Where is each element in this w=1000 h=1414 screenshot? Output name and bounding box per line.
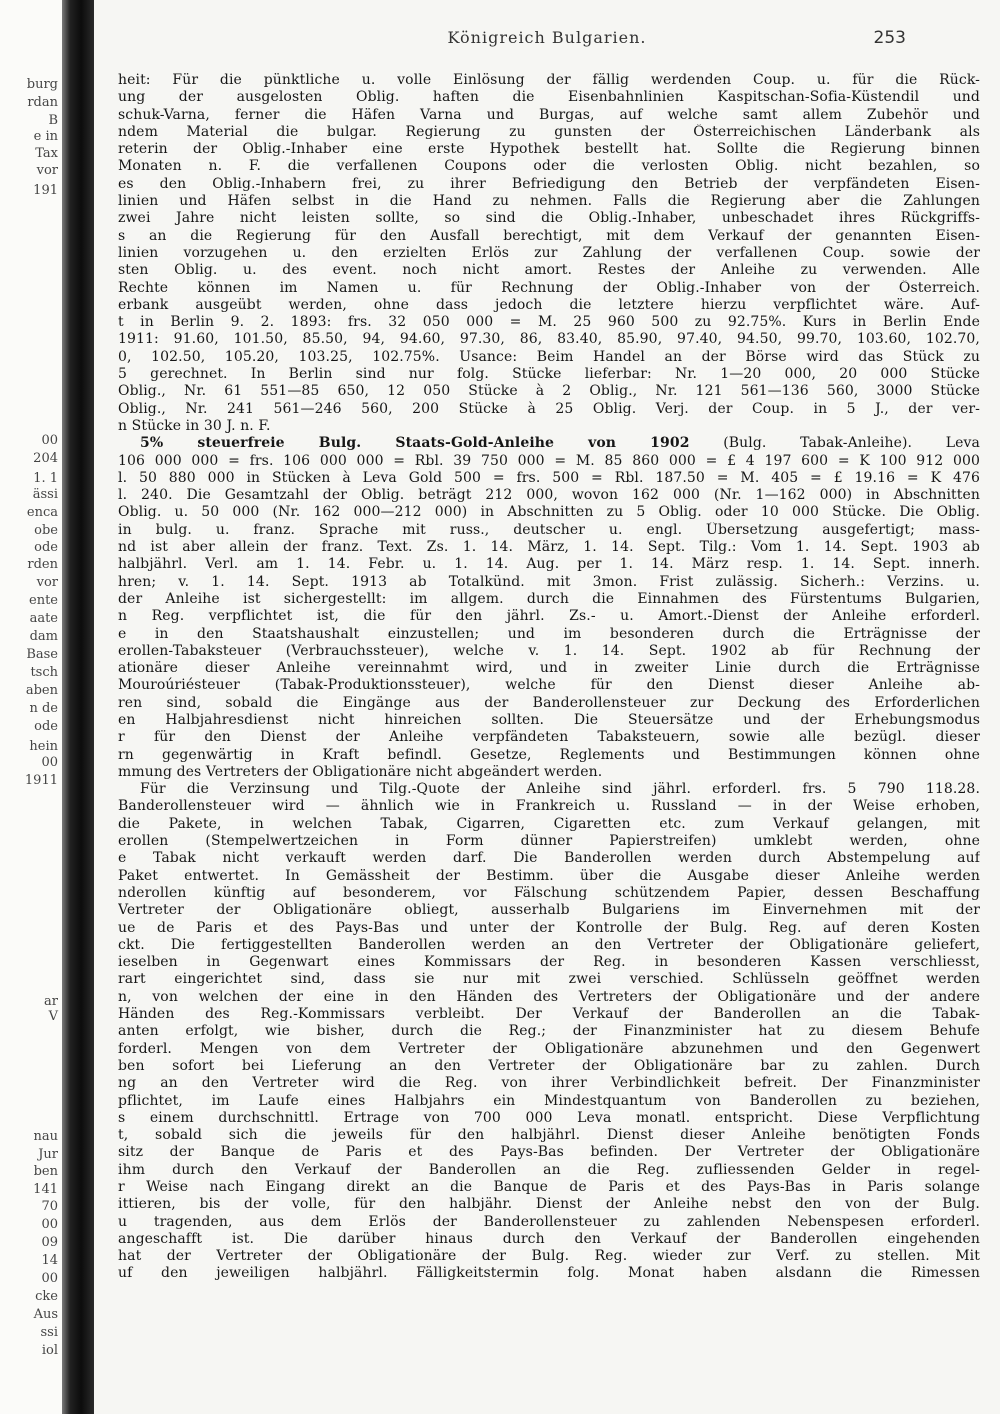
previous-page-fragment: 00 — [41, 755, 58, 770]
text-line: e Tabak nicht verkauft werden darf. Die Banderollen werden durch Abstempelung auf — [118, 850, 980, 867]
text-line: Oblig., Nr. 241 561—246 560, 200 Stücke à 25 Oblig. Verj. der Coup. in 5 J., der ver- — [118, 400, 980, 417]
previous-page-fragment: 00 — [41, 1271, 58, 1286]
text-line: die Pakete, in welchen Tabak, Cigarren, Cigaretten etc. zum Verkauf gelangen, mit — [118, 815, 980, 832]
previous-page-fragment: Jur — [38, 1147, 58, 1162]
text-line: erollen (Stempelwertzeichen in Form dünner Papierstreifen) umklebt werden, ohne — [118, 833, 980, 850]
text-line: ckt. Die fertiggestellten Banderollen werden an den Vertreter der Obligationäre geliefert, — [118, 936, 980, 953]
text-line: Händen des Reg.-Kommissars verbleibt. Der Verkauf der Banderollen an die Tabak- — [118, 1006, 980, 1023]
text-line: angeschafft ist. Die darüber hinaus durch den Verkauf der Banderollen eingehenden — [118, 1230, 980, 1247]
text-line: hren; v. 1. 14. Sept. 1913 ab Totalkünd. mit 3mon. Frist zulässig. Sicherh.: Verzins. u. — [118, 573, 980, 590]
previous-page-fragment: Base — [26, 647, 58, 662]
previous-page-fragment: ode — [34, 719, 58, 734]
text-line: zwei Jahre nicht leisten sollte, so sind die Oblig.-Inhaber, unbeschadet ihres Rückgriffs- — [118, 210, 980, 227]
text-line: 0, 102.50, 105.20, 103.25, 102.75%. Usance: Beim Handel an der Börse wird das Stück zu — [118, 348, 980, 365]
previous-page-fragment: enca — [26, 505, 58, 520]
text-line: Monaten n. F. die verfallenen Coupons oder die verlosten Oblig. nicht bezahlen, so — [118, 158, 980, 175]
previous-page-fragment: 141 — [33, 1182, 58, 1197]
previous-page-fragment: e in — [33, 129, 58, 144]
text-line: rart eingerichtet sind, dass sie nur mit zwei verschied. Schlüsseln geöffnet werden — [118, 971, 980, 988]
text-line: sten Oblig. u. des event. noch nicht amort. Restes der Anleihe zu verwenden. Alle — [118, 262, 980, 279]
text-line: heit: Für die pünktliche u. volle Einlösung der fällig werdenden Coup. u. für die Rück- — [118, 72, 980, 88]
text-line: anten erfolgt, wie bisher, durch die Reg.; der Finanzminister hat zu diesem Behufe — [118, 1023, 980, 1040]
text-line: Vertreter der Obligationäre obliegt, ausserhalb Bulgariens im Einvernehmen mit der — [118, 902, 980, 919]
text-line: r Weise nach Eingang direkt an die Banque de Paris et des Pays-Bas in Paris solange — [118, 1179, 980, 1195]
previous-page-fragment: 204 — [33, 451, 58, 466]
text-line: ng an den Vertreter wird die Reg. von ihrer Verbindlichkeit befreit. Der Finanzminister — [118, 1075, 980, 1092]
text-line: hat der Vertreter der Obligationäre der Bulg. Reg. wieder zur Verf. zu stellen. Mit — [118, 1248, 980, 1265]
previous-page-fragment: ssi — [40, 1325, 58, 1340]
previous-page-fragment: ben — [33, 1164, 58, 1179]
text-line: erbank ausgeübt werden, ohne dass jedoch die letztere hierzu verpflichtet wäre. Auf- — [118, 296, 980, 313]
previous-page-fragment: 00 — [41, 433, 58, 448]
text-line: s einem durchschnittl. Ertrage von 700 000 Leva monatl. entspricht. Diese Verpflichtung — [118, 1109, 980, 1126]
previous-page-fragment: ente — [29, 593, 58, 608]
scanned-page — [94, 0, 1000, 1414]
text-line: 106 000 000 = frs. 106 000 000 = Rbl. 39 750 000 = M. 85 860 000 = £ 4 197 600 = K 100 912 000 — [118, 452, 980, 469]
previous-page-fragment: 70 — [41, 1199, 58, 1214]
previous-page-fragment: 191 — [33, 183, 58, 198]
text-line: Mouroúriésteuer (Tabak-Produktionssteuer), welche für den Dienst dieser Anleihe ab- — [118, 677, 980, 694]
previous-page-fragment: dam — [29, 629, 58, 644]
text-line: ue de Paris et des Pays-Bas und unter der Kontrolle der Bulg. Reg. auf deren Kosten — [118, 919, 980, 936]
text-line: ung der ausgelosten Oblig. haften die Eisenbahnlinien Kaspitschan-Sofia-Küstendil und — [118, 89, 980, 106]
previous-page-fragment: ode — [34, 540, 58, 555]
previous-page-fragment: vor — [36, 575, 58, 590]
text-line: n Stücke in 30 J. n. F. — [118, 417, 271, 434]
text-line: forderl. Mengen von dem Vertreter der Obligationäre abzunehmen und den Gegenwert — [118, 1040, 980, 1057]
page-header — [94, 28, 1000, 52]
text-line: rn gegenwärtig in Kraft befindl. Gesetze, Reglements und Bestimmungen können ohne — [118, 746, 980, 763]
previous-page-fragment: 1911 — [24, 773, 58, 788]
text-line: linien vorzugehen u. den erzielten Erlös zur Zahlung der verfallenen Coup. sowie der — [118, 244, 980, 261]
text-line: n, von welchen der eine in den Händen des Vertreters der Obligationäre und der andere — [118, 988, 980, 1005]
text-line: erollen-Tabaksteuer (Verbrauchssteuer), welche v. 1. 14. Sept. 1902 ab für Rechnung der — [118, 642, 980, 659]
previous-page-fragment: V — [48, 1009, 58, 1024]
text-line: ationäre dieser Anleihe vereinnahmt wird, und in zweiter Linie durch die Erträgnisse — [118, 660, 980, 677]
text-line: 1911: 91.60, 101.50, 85.50, 94, 94.60, 97.30, 86, 83.40, 85.90, 97.40, 94.50, 99.70, 103.60, 102.70, — [118, 331, 980, 348]
text-line: Oblig. u. 50 000 (Nr. 162 000—212 000) in Abschnitten zu 5 Oblig. oder 10 000 Stücke. Die Oblig. — [118, 504, 980, 521]
previous-page-fragment: n de — [29, 701, 58, 716]
text-line: 5 gerechnet. In Berlin sind nur folg. Stücke lieferbar: Nr. 1—20 000, 20 000 Stücke — [118, 366, 980, 383]
previous-page-fragment: rdan — [27, 95, 58, 110]
previous-page-fragment: aben — [25, 683, 58, 698]
text-line: ihm durch den Verkauf der Banderollen an die Reg. zufliessenden Gelder in regel- — [118, 1161, 980, 1178]
text-line: nd ist aber allein der franz. Text. Zs. 1. 14. März, 1. 14. Sept. Tilg.: Vom 1. 14. Sept. 1903 ab — [118, 539, 980, 556]
text-line: der Anleihe ist sichergestellt: im allgem. durch die Einnahmen des Fürstentums Bulgarien, — [118, 590, 980, 607]
previous-page-fragment: 00 — [41, 1217, 58, 1232]
previous-page-fragment: 1. 1 — [33, 471, 58, 486]
previous-page-fragment: vor — [36, 163, 58, 178]
text-line: pflichtet, im Laufe eines Halbjahrs ein Mindestquantum von Banderollen zu beziehen, — [118, 1092, 980, 1109]
text-line: ittieren, bis der volle, für den halbjähr. Dienst der Anleihe nebst den von der Bulg. — [118, 1196, 980, 1213]
text-line: ndem Material die bulgar. Regierung zu gunsten der Österreichischen Länderbank als — [118, 123, 980, 140]
section-title-rest: (Bulg. Tabak-Anleihe). Leva — [689, 435, 980, 452]
previous-page-fragment: aate — [29, 611, 58, 626]
text-line: t, sobald sich die jeweils für den halbjährl. Dienst dieser Anleihe benötigten Fonds — [118, 1127, 980, 1144]
text-line: u tragenden, aus dem Erlös der Banderollensteuer zu zahlenden Nebenspesen erforderl. — [118, 1213, 980, 1230]
previous-page-fragment: 09 — [41, 1235, 58, 1250]
text-line: reterin der Oblig.-Inhaber eine erste Hypothek bestellt hat. Sollte die Regierung binnen — [118, 141, 980, 158]
text-line: r für den Dienst der Anleihe verpfändeten Tabaksteuern, sowie alle bezügl. dieser — [118, 729, 980, 746]
book-gutter — [62, 0, 94, 1414]
previous-page-fragment: obe — [34, 523, 58, 538]
text-line: Oblig., Nr. 61 551—85 650, 12 050 Stücke à 2 Oblig., Nr. 121 561—136 560, 3000 Stücke — [118, 383, 980, 400]
text-line: es den Oblig.-Inhabern frei, zu ihrer Befriedigung den Betrieb der verpfändeten Eisen- — [118, 175, 980, 192]
text-line: uf den jeweiligen halbjährl. Fälligkeitstermin folg. Monat haben alsdann die Rimessen — [118, 1265, 980, 1282]
previous-page-fragment: cke — [35, 1289, 58, 1304]
previous-page-fragment: ässi — [32, 487, 58, 502]
text-line: e in den Staatshaushalt einzustellen; und im besonderen durch die Erträgnisse der — [118, 625, 980, 642]
text-line: ieselben in Gegenwart eines Kommissars der Reg. in besonderen Kassen verschliesst, — [118, 954, 980, 971]
previous-page-fragment: Aus — [33, 1307, 58, 1322]
previous-page-fragment: iol — [41, 1343, 58, 1358]
text-line: l. 50 880 000 in Stücken à Leva Gold 500 = frs. 500 = Rbl. 187.50 = M. 405 = £ 19.16 = K 476 — [118, 469, 980, 486]
previous-page-fragment: Tax — [35, 146, 58, 161]
text-line: ben sofort bei Lieferung an den Vertreter der Obligationäre bar zu zahlen. Durch — [118, 1057, 980, 1074]
text-line: Paket entwertet. In Gemässheit der Bestimm. über die Ausgabe dieser Anleihe werden — [118, 867, 980, 884]
section-title-line — [118, 435, 980, 452]
text-line: halbjährl. Verl. am 1. 14. Febr. u. 1. 14. Aug. per 1. 14. März resp. 1. 14. Sept. innerh. — [118, 556, 980, 573]
text-line: nderollen künftig auf besonderem, vor Fälschung schützendem Papier, dessen Beschaffung — [118, 884, 980, 901]
previous-page-fragment: 14 — [41, 1253, 58, 1268]
text-line: n Reg. verpflichtet ist, die für den jährl. Zs.- u. Amort.-Dienst der Anleihe erforderl. — [118, 608, 980, 625]
previous-page-fragment: hein — [29, 739, 58, 754]
previous-page-fragment: burg — [26, 77, 58, 92]
section-title: 5% steuerfreie Bulg. Staats-Gold-Anleihe von 1902 — [140, 435, 690, 452]
text-line: s an die Regierung für den Ausfall berechtigt, mit dem Verkauf der genannten Eisen- — [118, 227, 980, 244]
running-title: Königreich Bulgarien. — [447, 28, 647, 47]
page-number: 253 — [873, 28, 906, 48]
previous-page-edge — [0, 0, 62, 1414]
previous-page-fragment: B — [48, 113, 58, 128]
text-line: t in Berlin 9. 2. 1893: frs. 32 050 000 = M. 25 960 500 zu 92.75%. Kurs in Berlin Ende — [118, 314, 980, 331]
text-line: linien und Häfen selbst in die Hand zu nehmen. Falls die Regierung aber die Zahlungen — [118, 193, 980, 210]
text-line: ren sind, sobald die Eingänge aus der Banderollensteuer zur Deckung des Erforderlichen — [118, 694, 980, 711]
text-line: Rechte können im Namen u. für Rechnung der Oblig.-Inhaber von der Österreich. — [118, 279, 980, 296]
text-line: in bulg. u. franz. Sprache mit russ., deutscher u. engl. Übersetzung ausgefertigt; mass- — [118, 521, 980, 538]
text-line: en Halbjahresdienst nicht hinreichen sollten. Die Steuersätze und der Erhebungsmodus — [118, 711, 980, 728]
text-line: sitz der Banque de Paris et des Pays-Bas befinden. Der Vertreter der Obligationäre — [118, 1144, 980, 1161]
previous-page-fragment: ar — [44, 994, 58, 1009]
previous-page-fragment: rden — [27, 557, 58, 572]
text-line: l. 240. Die Gesamtzahl der Oblig. beträgt 212 000, wovon 162 000 (Nr. 1—162 000) in Abschnitten — [118, 487, 980, 504]
previous-page-fragment: nau — [33, 1129, 58, 1144]
text-line: schuk-Varna, ferner die Häfen Varna und Burgas, auf welche samt allem Zubehör und — [118, 106, 980, 123]
body-text — [118, 72, 980, 1283]
text-line: Für die Verzinsung und Tilg.-Quote der Anleihe sind jährl. erforderl. frs. 5 790 118.28. — [140, 781, 980, 798]
text-line: mmung des Vertreters der Obligationäre nicht abgeändert werden. — [118, 763, 603, 780]
text-line: Banderollensteuer wird — ähnlich wie in Frankreich u. Russland — in der Weise erhoben, — [118, 798, 980, 815]
previous-page-fragment: tsch — [30, 665, 58, 680]
